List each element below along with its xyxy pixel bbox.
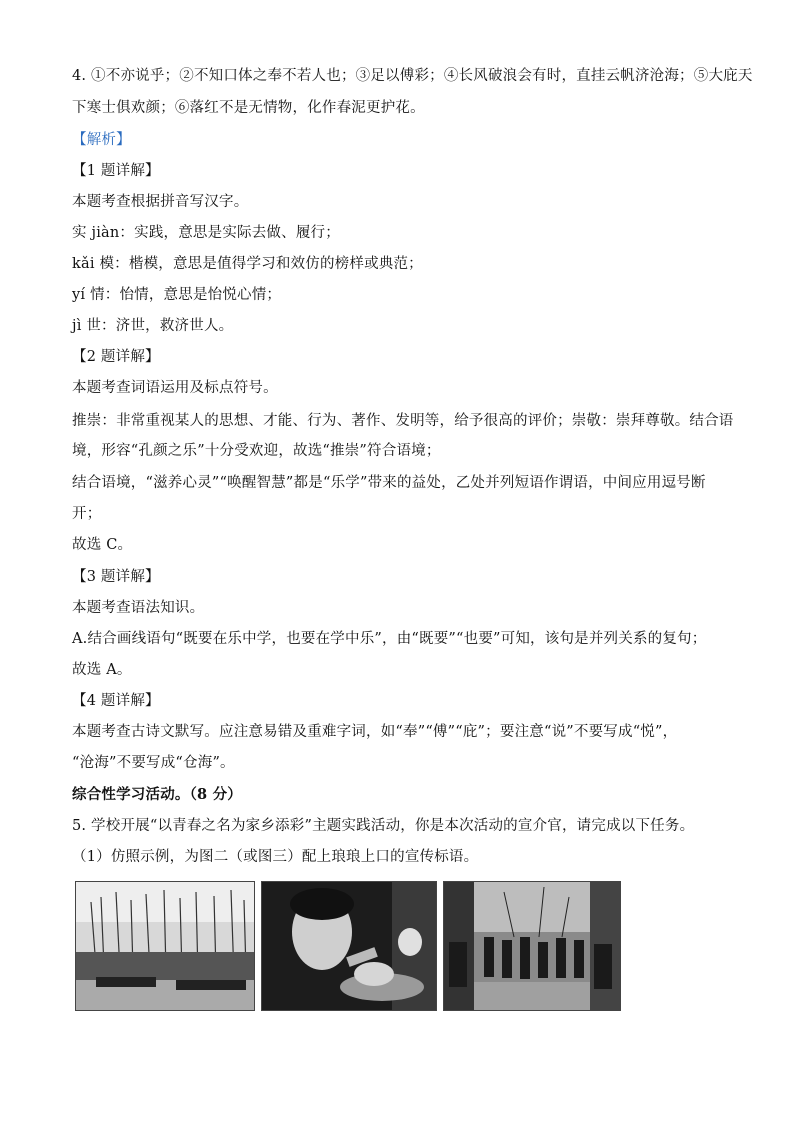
text-line: “沧海”不要写成“仓海”。 [72,755,235,771]
question-5-text: 5. 学校开展“以青春之名为家乡添彩”主题实践活动，你是本次活动的宣介官，请完成以下任务。 [72,818,695,834]
section-3-heading: 【3 题详解】 [72,569,160,585]
question-heading: 综合性学习活动。（8 分） [72,786,242,803]
photo-craftsman [261,881,437,1011]
text-line: 境，形容“孔颜之乐”十分受欢迎，故选“推崇”符合语境； [72,443,441,459]
photo-dragon-boats [75,881,255,1011]
text-line: 本题考查古诗文默写。应注意易错及重难字词，如“奉”“傅”“庇”；要注意“说”不要写成“悦”， [72,724,678,740]
analysis-heading: 【解析】 [72,132,131,148]
answer-4-line-1: 4. ①不亦说乎；②不知口体之奉不若人也；③足以傅彩；④长风破浪会有时，直挂云帆济沧海；⑤大庇天 [72,68,753,84]
text-line: A.结合画线语句“既要在乐中学，也要在学中乐”，由“既要”“也要”可知，该句是并列关系的复句； [72,631,707,647]
text-line: 本题考查根据拼音写汉字。 [72,194,249,210]
text-line: 结合语境，“滋养心灵”“唤醒智慧”都是“乐学”带来的益处，乙处并列短语作谓语，中间应用逗号断 [72,475,706,491]
photo-parade [443,881,621,1011]
section-1-heading: 【1 题详解】 [72,163,160,179]
question-5-task-1: （1）仿照示例，为图二（或图三）配上琅琅上口的宣传标语。 [72,849,479,865]
text-line: 实 jiàn：实践，意思是实际去做、履行； [72,225,340,241]
text-line: 本题考查词语运用及标点符号。 [72,380,278,396]
text-line: yí 情：怡情，意思是怡悦心情； [72,287,282,303]
section-2-heading: 【2 题详解】 [72,349,160,365]
text-line: 故选 C。 [72,537,133,553]
section-4-heading: 【4 题详解】 [72,693,160,709]
text-line: jì 世：济世，救济世人。 [72,318,234,334]
answer-4-line-2: 下寒士俱欢颜；⑥落红不是无情物，化作春泥更护花。 [72,100,425,116]
text-line: kǎi 模：楷模，意思是值得学习和效仿的榜样或典范； [72,256,423,272]
text-line: 推崇：非常重视某人的思想、才能、行为、著作、发明等，给予很高的评价；崇敬：崇拜尊敬。结合语 [72,413,734,429]
text-line: 故选 A。 [72,662,132,678]
text-line: 本题考查语法知识。 [72,600,205,616]
text-line: 开； [72,506,102,522]
